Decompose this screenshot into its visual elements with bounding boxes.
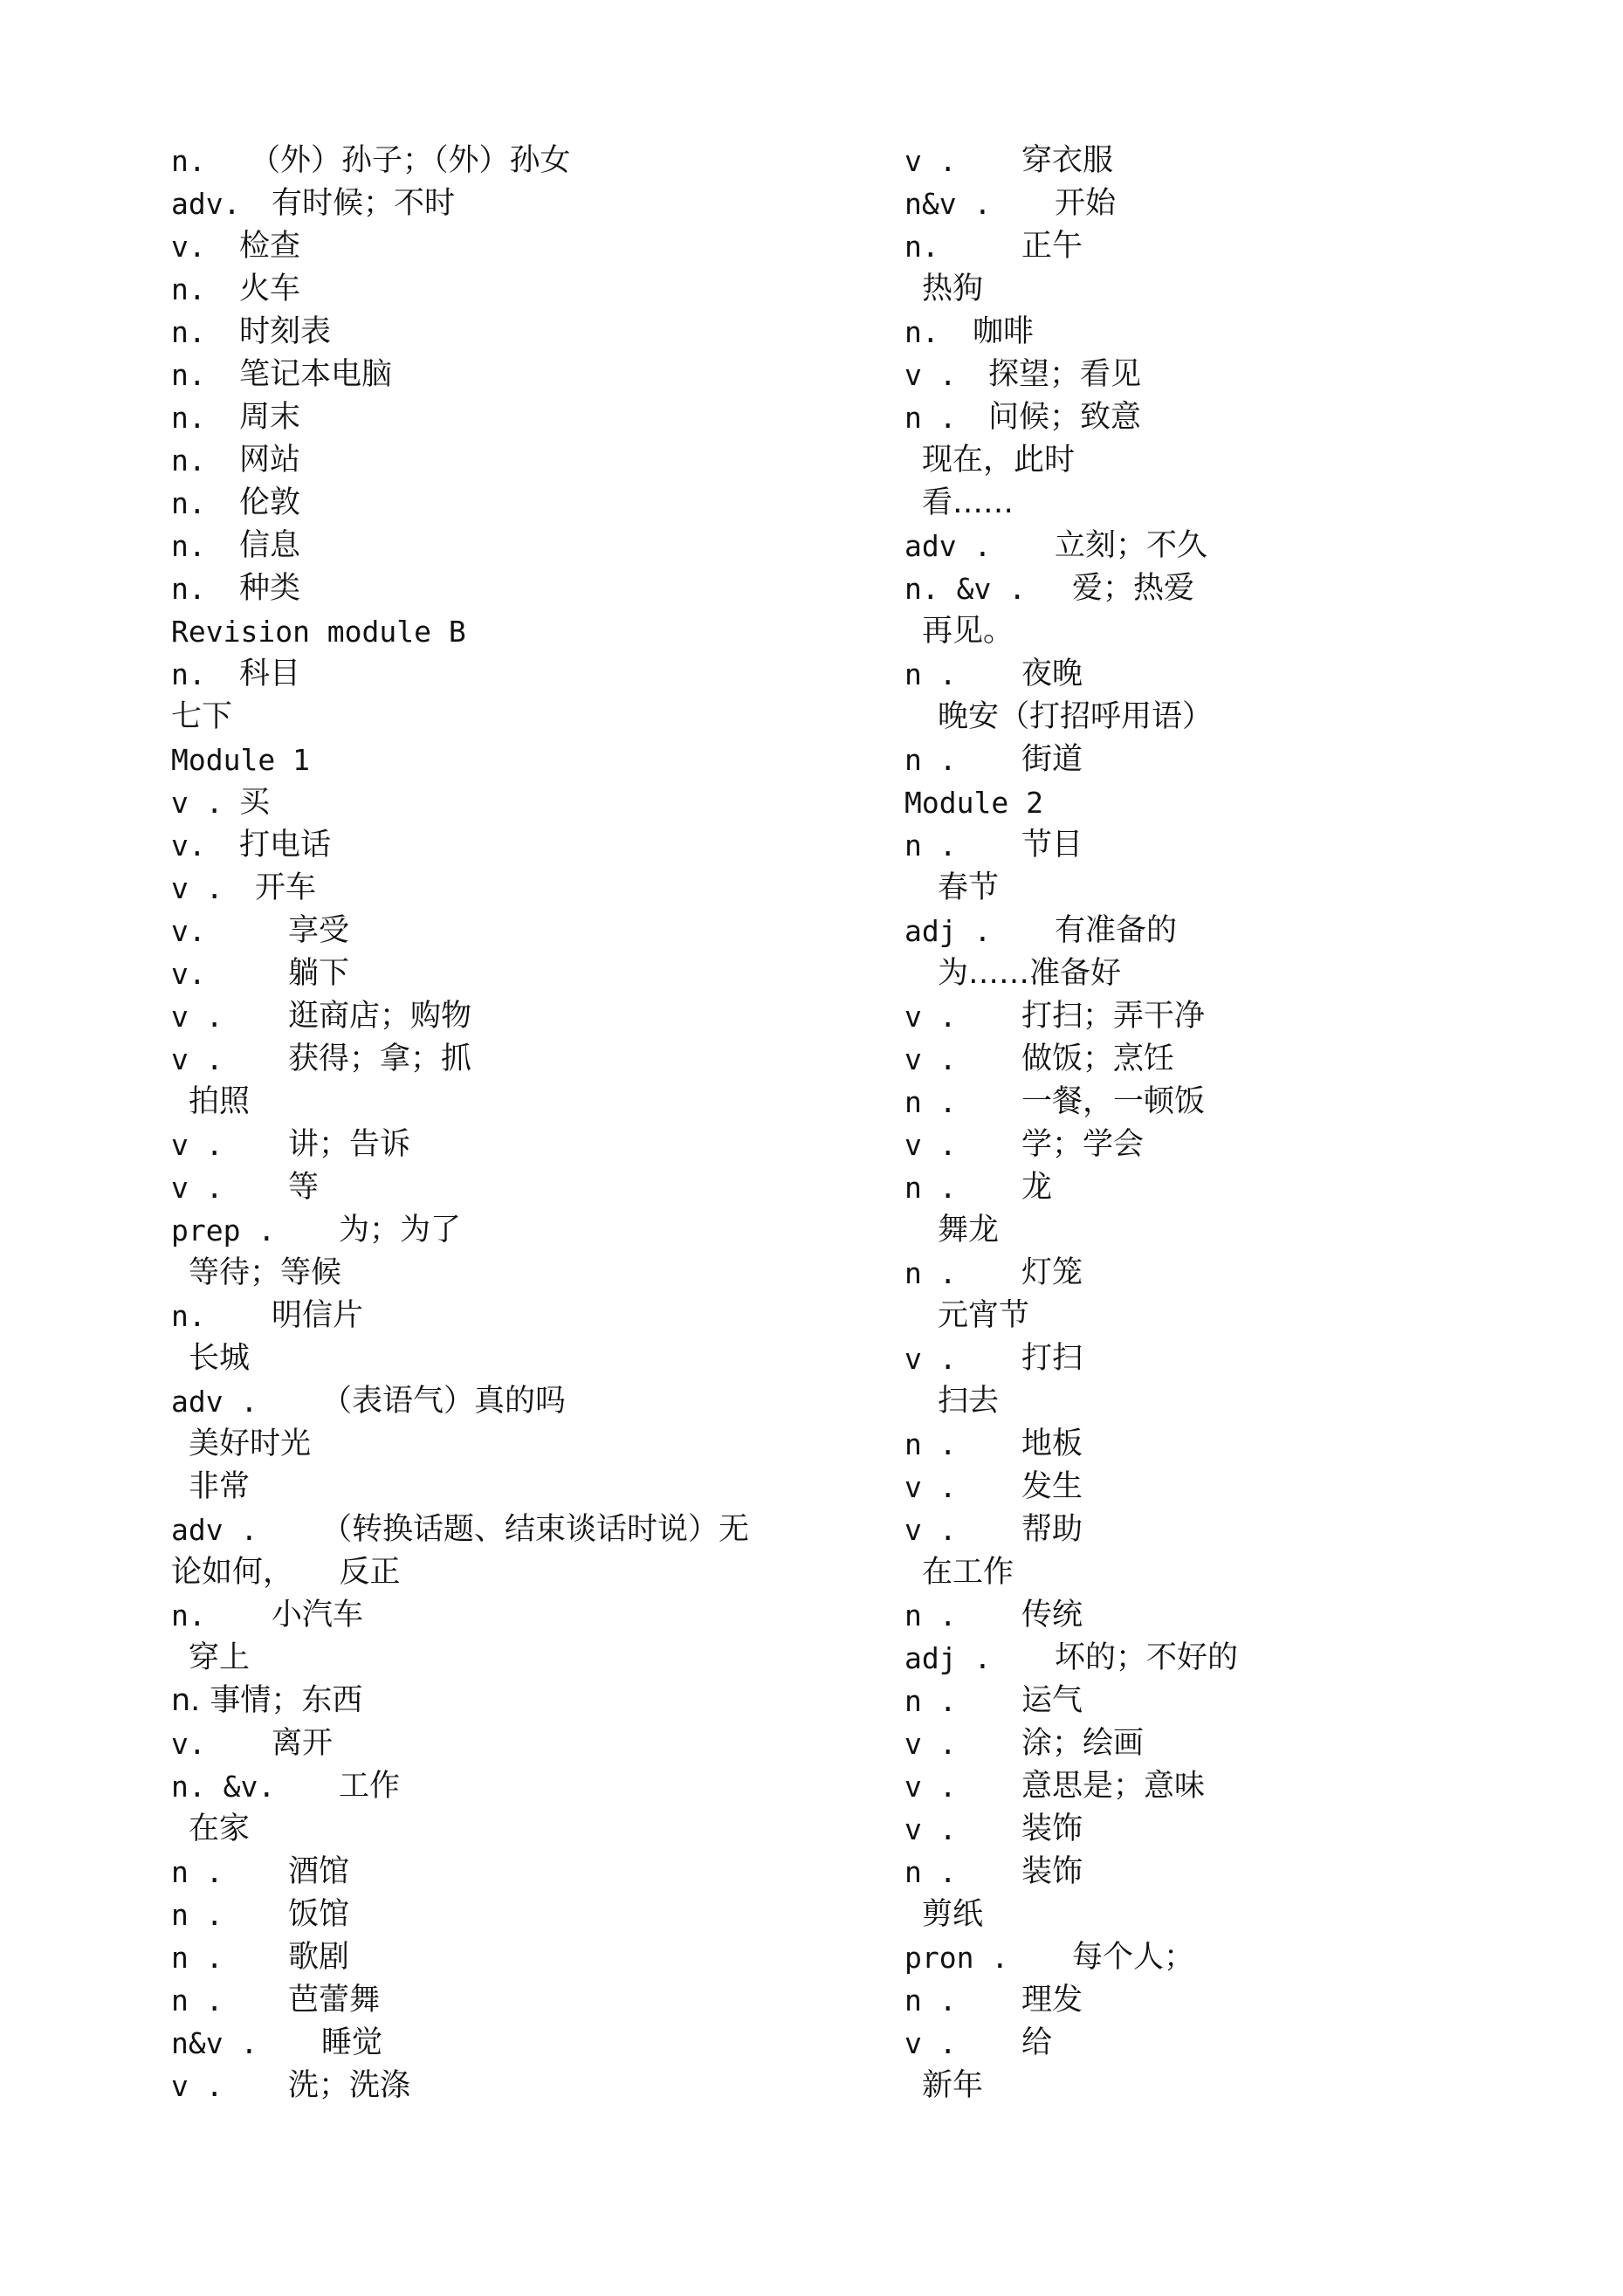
vocab-entry <box>171 268 835 311</box>
definition: 节目 <box>1021 828 1083 863</box>
vocab-entry <box>904 653 1568 696</box>
vocab-entry <box>904 1680 1568 1722</box>
vocab-entry <box>904 1209 1568 1252</box>
part-of-speech: pron . <box>904 1941 1009 1975</box>
vocab-entry <box>171 140 835 182</box>
part-of-speech: n. <box>171 1299 206 1333</box>
vocab-entry <box>904 1509 1568 1551</box>
part-of-speech: v . <box>171 1042 224 1076</box>
definition: Revision module B <box>171 615 466 649</box>
vocab-entry <box>904 182 1568 225</box>
definition: 立刻；不久 <box>1055 528 1208 563</box>
part-of-speech: n. <box>171 1598 206 1633</box>
part-of-speech: prep . <box>171 1213 276 1248</box>
part-of-speech: n. &v . <box>904 572 1027 606</box>
part-of-speech: n . <box>904 1171 957 1205</box>
definition: 咖啡 <box>973 314 1035 349</box>
vocab-entry <box>171 1765 835 1808</box>
definition: 再见。 <box>922 614 1014 649</box>
definition: 帮助 <box>1021 1512 1083 1547</box>
definition: 拍照 <box>189 1084 251 1119</box>
part-of-speech: adj . <box>904 914 992 948</box>
definition: 理发 <box>1021 1983 1083 2018</box>
definition: 运气 <box>1021 1683 1083 1718</box>
vocab-entry <box>171 1380 835 1423</box>
vocab-entry <box>171 311 835 354</box>
definition: 现在，此时 <box>922 443 1076 478</box>
definition: 穿衣服 <box>1021 143 1114 178</box>
definition: （转换话题、结束谈话时说）无 <box>321 1512 750 1547</box>
part-of-speech: n. &v. <box>171 1770 276 1804</box>
definition: 有准备的 <box>1055 913 1178 948</box>
definition: 有时候；不时 <box>272 186 456 221</box>
part-of-speech: v . <box>904 358 957 392</box>
definition: 坏的；不好的 <box>1055 1640 1239 1675</box>
definition: 等 <box>288 1170 320 1205</box>
part-of-speech: n. <box>171 401 206 435</box>
vocab-entry <box>904 1551 1568 1594</box>
definition: 酒馆 <box>288 1854 350 1889</box>
vocab-entry <box>904 268 1568 311</box>
part-of-speech: v . <box>904 1727 957 1761</box>
definition: 装饰 <box>1021 1811 1083 1846</box>
part-of-speech: v. <box>171 957 206 991</box>
vocab-entry <box>904 781 1568 824</box>
vocab-entry <box>171 182 835 225</box>
vocab-entry <box>904 1637 1568 1680</box>
part-of-speech: n. <box>171 572 206 606</box>
vocab-entry <box>171 567 835 610</box>
definition: 舞龙 <box>938 1213 1000 1248</box>
vocab-entry <box>171 653 835 696</box>
definition: 享受 <box>288 913 350 948</box>
vocab-entry <box>904 1936 1568 1979</box>
vocab-entry <box>171 1851 835 1894</box>
part-of-speech: v . <box>904 1470 957 1504</box>
definition: 街道 <box>1021 742 1083 777</box>
part-of-speech: v . <box>171 1171 224 1205</box>
definition: 睡觉 <box>321 2025 383 2060</box>
definition: 歌剧 <box>288 1940 350 1975</box>
definition: 躺下 <box>288 956 350 991</box>
definition: 笔记本电脑 <box>239 357 393 392</box>
vocab-entry <box>904 2022 1568 2065</box>
part-of-speech: n . <box>904 1427 957 1461</box>
definition: （外）孙子；（外）孙女 <box>250 143 571 178</box>
vocab-entry <box>171 1466 835 1509</box>
vocab-entry <box>904 739 1568 781</box>
definition: 春节 <box>938 870 1000 905</box>
vocab-entry <box>904 867 1568 910</box>
part-of-speech: n . <box>171 1855 224 1889</box>
part-of-speech: n. <box>904 230 939 264</box>
vocab-entry <box>171 1423 835 1466</box>
vocab-entry <box>171 1038 835 1081</box>
part-of-speech: n. <box>171 486 206 520</box>
part-of-speech: v . <box>171 786 224 820</box>
vocab-entry <box>171 354 835 396</box>
vocab-entry <box>904 610 1568 653</box>
part-of-speech: n&v . <box>171 2026 258 2060</box>
vocab-entry <box>171 1209 835 1252</box>
definition: Module 2 <box>904 786 1043 820</box>
vocab-entry <box>171 1894 835 1936</box>
definition: 装饰 <box>1021 1854 1083 1889</box>
definition: 传统 <box>1021 1598 1083 1633</box>
definition: 龙 <box>1021 1170 1053 1205</box>
part-of-speech: n. <box>904 315 939 349</box>
definition: 在家 <box>189 1811 251 1846</box>
definition: 饭馆 <box>288 1897 350 1932</box>
part-of-speech: adv . <box>904 529 992 563</box>
definition: 夜晚 <box>1021 656 1083 691</box>
definition: 等待；等候 <box>189 1255 342 1290</box>
part-of-speech: n . <box>904 1684 957 1718</box>
part-of-speech: n. <box>171 315 206 349</box>
vocab-entry <box>171 225 835 268</box>
vocab-entry <box>171 610 835 653</box>
definition: 工作 <box>339 1769 401 1804</box>
definition: 扫去 <box>938 1384 1000 1419</box>
vocab-entry <box>904 1380 1568 1423</box>
definition: 爱；热爱 <box>1072 571 1195 606</box>
vocab-entry <box>171 1979 835 2022</box>
definition: 信息 <box>239 528 301 563</box>
definition: 开始 <box>1055 186 1117 221</box>
vocab-entry <box>904 910 1568 952</box>
vocab-entry <box>904 1466 1568 1509</box>
definition: 离开 <box>272 1726 334 1761</box>
vocab-entry <box>904 439 1568 482</box>
part-of-speech: adv . <box>171 1513 258 1547</box>
definition: 为；为了 <box>339 1213 462 1248</box>
part-of-speech: n . <box>904 1855 957 1889</box>
vocab-entry <box>904 482 1568 525</box>
part-of-speech: v . <box>171 2069 224 2103</box>
part-of-speech: v . <box>171 871 224 905</box>
vocab-entry <box>904 1295 1568 1337</box>
definition: 地板 <box>1021 1426 1083 1461</box>
part-of-speech: v. <box>171 914 206 948</box>
definition: 新年 <box>922 2068 984 2103</box>
vocab-entry <box>171 1337 835 1380</box>
part-of-speech: n. <box>171 529 206 563</box>
definition: 看…… <box>922 485 1014 520</box>
part-of-speech: n. <box>171 144 206 178</box>
definition: （表语气）真的吗 <box>321 1384 567 1419</box>
part-of-speech: v . <box>171 1128 224 1162</box>
part-of-speech: v . <box>904 1342 957 1376</box>
definition: 发生 <box>1021 1469 1083 1504</box>
definition: 洗；洗涤 <box>288 2068 411 2103</box>
vocab-entry <box>171 995 835 1038</box>
definition: 打扫 <box>1021 1341 1083 1376</box>
definition: 意思是；意味 <box>1021 1769 1206 1804</box>
vocab-entry <box>904 140 1568 182</box>
vocab-entry <box>171 824 835 867</box>
vocab-entry <box>171 482 835 525</box>
part-of-speech: v . <box>171 1000 224 1034</box>
vocab-entry <box>904 1765 1568 1808</box>
vocab-entry <box>171 2065 835 2107</box>
definition: 长城 <box>189 1341 251 1376</box>
definition: 做饭；烹饪 <box>1021 1041 1175 1076</box>
vocab-entry <box>171 396 835 439</box>
part-of-speech: v . <box>904 1042 957 1076</box>
part-of-speech: v . <box>904 1513 957 1547</box>
vocab-entry <box>904 567 1568 610</box>
part-of-speech: n . <box>171 1898 224 1932</box>
definition: 正午 <box>1021 229 1083 264</box>
part-of-speech: n. <box>171 358 206 392</box>
definition: 明信片 <box>272 1298 364 1333</box>
part-of-speech: n . <box>904 743 957 777</box>
definition: 探望；看见 <box>988 357 1142 392</box>
vocab-entry <box>904 1851 1568 1894</box>
definition: 剪纸 <box>922 1897 984 1932</box>
definition: 检查 <box>239 229 301 264</box>
vocab-entry <box>904 1038 1568 1081</box>
vocab-entry <box>171 739 835 781</box>
part-of-speech: v . <box>904 1128 957 1162</box>
definition: 元宵节 <box>938 1298 1030 1333</box>
part-of-speech: n . <box>904 1085 957 1119</box>
vocab-entry <box>171 1081 835 1124</box>
vocab-entry <box>171 910 835 952</box>
definition: 打电话 <box>239 828 332 863</box>
definition: 火车 <box>239 272 301 306</box>
vocab-entry <box>904 1979 1568 2022</box>
definition: 小汽车 <box>272 1598 364 1633</box>
vocab-entry <box>171 439 835 482</box>
vocab-entry <box>171 952 835 995</box>
definition: 科目 <box>239 656 301 691</box>
definition: 种类 <box>239 571 301 606</box>
vocab-entry <box>171 2022 835 2065</box>
vocab-entry <box>904 1594 1568 1637</box>
part-of-speech: v. <box>171 230 206 264</box>
vocab-entry <box>904 952 1568 995</box>
definition: 美好时光 <box>189 1426 312 1461</box>
definition: 涂；绘画 <box>1021 1726 1145 1761</box>
vocab-entry <box>904 1337 1568 1380</box>
part-of-speech: n . <box>171 1983 224 2018</box>
vocab-entry <box>171 1509 835 1551</box>
vocab-entry <box>171 1166 835 1209</box>
vocab-entry <box>904 225 1568 268</box>
part-of-speech: v . <box>904 1770 957 1804</box>
vocab-entry <box>904 696 1568 739</box>
definition: 论如何， 反正 <box>171 1555 401 1590</box>
definition: 七下 <box>171 699 233 734</box>
definition: 热狗 <box>922 272 984 306</box>
part-of-speech: v . <box>904 144 957 178</box>
vocab-entry <box>904 1081 1568 1124</box>
vocab-entry <box>904 1166 1568 1209</box>
left-column <box>171 140 835 2107</box>
definition: 非常 <box>189 1469 251 1504</box>
vocab-entry <box>171 1808 835 1851</box>
definition: 学；学会 <box>1021 1127 1145 1162</box>
part-of-speech: v. <box>171 828 206 863</box>
part-of-speech: n . <box>904 401 957 435</box>
vocab-entry <box>904 1894 1568 1936</box>
definition: 芭蕾舞 <box>288 1983 381 2018</box>
definition: Module 1 <box>171 743 310 777</box>
definition: 问候；致意 <box>988 400 1142 435</box>
vocab-entry <box>904 1808 1568 1851</box>
part-of-speech: v . <box>904 1812 957 1846</box>
vocab-entry <box>171 1295 835 1337</box>
definition: 给 <box>1021 2025 1053 2060</box>
definition: 为……准备好 <box>938 956 1122 991</box>
definition: 逛商店；购物 <box>288 999 472 1034</box>
vocab-entry <box>171 1637 835 1680</box>
definition: 在工作 <box>922 1555 1014 1590</box>
vocab-entry <box>904 995 1568 1038</box>
part-of-speech: n . <box>904 1983 957 2018</box>
vocab-entry <box>171 525 835 567</box>
vocab-entry <box>171 1722 835 1765</box>
vocab-entry <box>904 2065 1568 2107</box>
part-of-speech: v. <box>171 1727 206 1761</box>
vocab-entry <box>171 1680 835 1722</box>
definition: 获得；拿；抓 <box>288 1041 472 1076</box>
definition: 开车 <box>255 870 317 905</box>
vocab-entry <box>904 1423 1568 1466</box>
definition: 一餐，一顿饭 <box>1021 1084 1206 1119</box>
vocab-entry <box>904 525 1568 567</box>
definition: 穿上 <box>189 1640 251 1675</box>
vocab-entry <box>171 1551 835 1594</box>
part-of-speech: n. <box>171 443 206 478</box>
part-of-speech: adv. <box>171 187 241 221</box>
definition: 网站 <box>239 443 301 478</box>
definition: n. 事情；东西 <box>171 1683 363 1718</box>
part-of-speech: adv . <box>171 1385 258 1419</box>
part-of-speech: v . <box>904 1000 957 1034</box>
definition: 每个人； <box>1072 1940 1195 1975</box>
definition: 讲；告诉 <box>288 1127 411 1162</box>
vocab-entry <box>171 1252 835 1295</box>
definition: 时刻表 <box>239 314 332 349</box>
part-of-speech: v . <box>904 2026 957 2060</box>
part-of-speech: n . <box>904 1598 957 1633</box>
vocab-entry <box>904 824 1568 867</box>
definition: 伦敦 <box>239 485 301 520</box>
vocab-entry <box>171 781 835 824</box>
part-of-speech: n . <box>171 1941 224 1975</box>
definition: 灯笼 <box>1021 1255 1083 1290</box>
part-of-speech: n. <box>171 272 206 306</box>
definition: 买 <box>239 785 271 820</box>
vocab-entry <box>171 696 835 739</box>
vocab-entry <box>904 1252 1568 1295</box>
part-of-speech: n . <box>904 1256 957 1290</box>
vocab-entry <box>171 867 835 910</box>
definition: 晚安（打招呼用语） <box>938 699 1214 734</box>
part-of-speech: n. <box>171 657 206 691</box>
part-of-speech: n . <box>904 657 957 691</box>
vocab-entry <box>904 396 1568 439</box>
part-of-speech: n&v . <box>904 187 992 221</box>
vocab-entry <box>171 1124 835 1166</box>
definition: 打扫；弄干净 <box>1021 999 1206 1034</box>
part-of-speech: adj . <box>904 1641 992 1675</box>
part-of-speech: n . <box>904 828 957 863</box>
vocab-entry <box>904 1124 1568 1166</box>
right-column <box>904 140 1568 2107</box>
vocab-entry <box>904 354 1568 396</box>
vocab-entry <box>171 1594 835 1637</box>
vocab-entry <box>904 1722 1568 1765</box>
vocab-entry <box>904 311 1568 354</box>
definition: 周末 <box>239 400 301 435</box>
vocab-entry <box>171 1936 835 1979</box>
